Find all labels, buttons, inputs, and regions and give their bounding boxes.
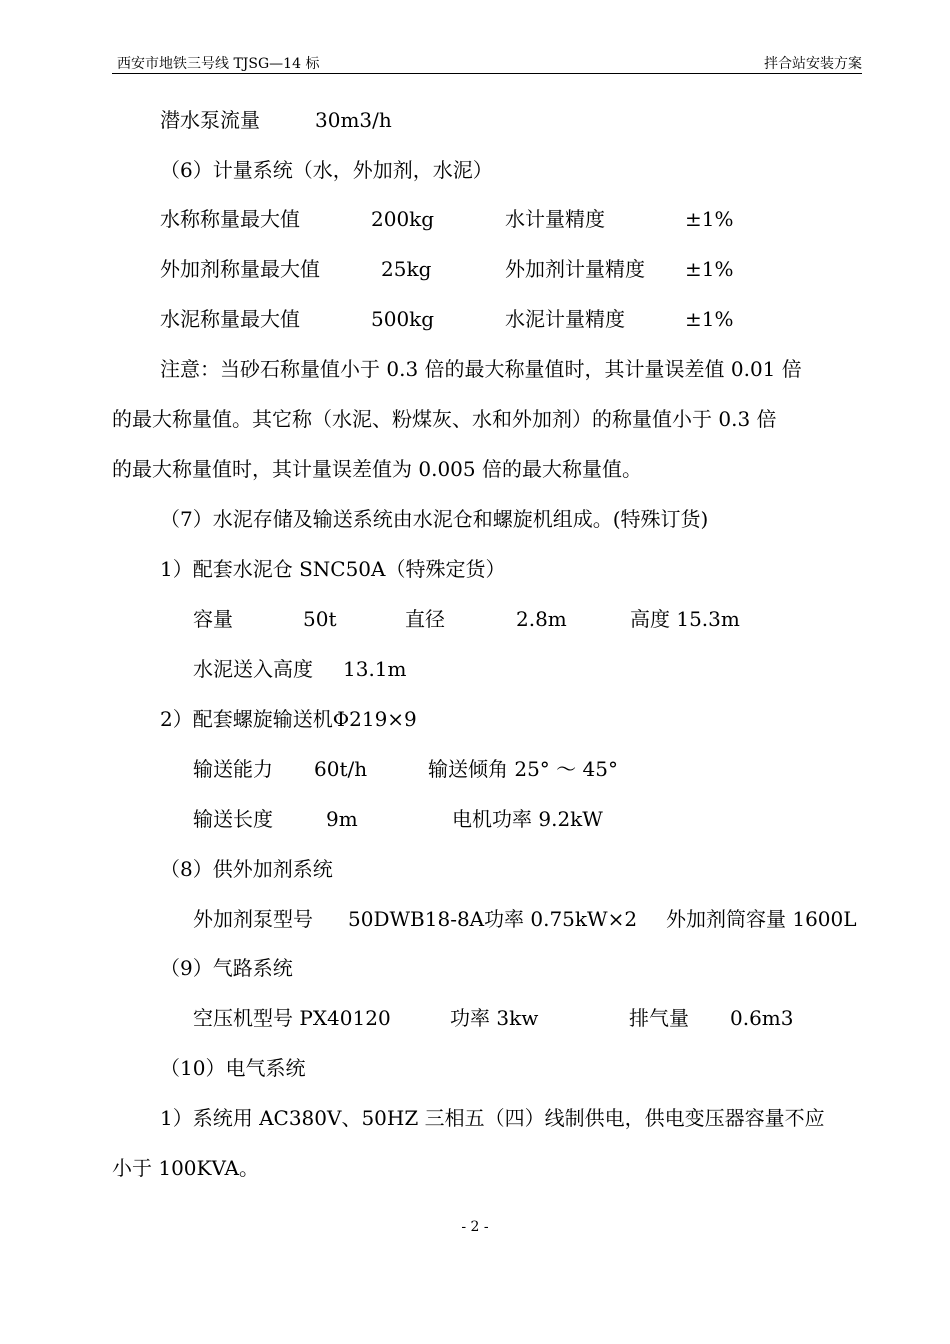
header-rule: [112, 73, 862, 74]
exhaust-volume-value: 0.6m3: [730, 1006, 794, 1030]
exhaust-volume-label: 排气量: [629, 1006, 689, 1030]
section-10-heading: （10）电气系统: [160, 1056, 306, 1080]
conveyor-length-line: [0, 806, 950, 832]
silo-capacity-label: 容量: [193, 607, 233, 631]
compressor-model: 空压机型号 PX40120: [193, 1006, 391, 1030]
silo-spec-line: [0, 606, 950, 632]
silo-height: 高度 15.3m: [630, 607, 740, 631]
cement-precision-value: ±1%: [685, 307, 734, 331]
additive-precision-label: 外加剂计量精度: [505, 257, 645, 281]
air-compressor-line: [0, 1005, 950, 1031]
additive-pump-label: 外加剂泵型号: [193, 907, 313, 931]
feed-height-label: 水泥送入高度: [193, 657, 313, 681]
cement-scale-value: 500kg: [371, 307, 435, 331]
power-supply-line-2: 小于 100KVA。: [112, 1156, 260, 1180]
note-line-2: 的最大称量值。其它称（水泥、粉煤灰、水和外加剂）的称量值小于 0.3 倍: [112, 407, 777, 431]
water-scale-line: [0, 206, 950, 232]
cement-feed-height-line: [0, 656, 950, 682]
conveyor-length-label: 输送长度: [193, 807, 273, 831]
section-6-heading: [0, 157, 950, 183]
note-line-1: 注意：当砂石称量值小于 0.3 倍的最大称量值时，其计量误差值 0.01 倍: [160, 357, 802, 381]
conveyor-capacity-value: 60t/h: [314, 757, 368, 781]
additive-pump-line: [0, 906, 950, 932]
conveyor-capacity-line: [0, 756, 950, 782]
conveyor-angle: 输送倾角 25° ～ 45°: [428, 757, 618, 781]
pump-flow-line: [0, 107, 950, 133]
power-supply-line-1: 1）系统用 AC380V、50HZ 三相五（四）线制供电，供电变压器容量不应: [160, 1106, 825, 1130]
section-6-title: （6）计量系统（水，外加剂，水泥）: [160, 158, 493, 182]
header-document-title: 拌合站安装方案: [764, 56, 862, 72]
additive-tank-capacity: 外加剂筒容量 1600L: [666, 907, 857, 931]
section-8-heading: （8）供外加剂系统: [160, 857, 333, 881]
silo-diameter-label: 直径: [405, 607, 445, 631]
section-9-heading: （9）气路系统: [160, 956, 293, 980]
conveyor-length-value: 9m: [326, 807, 358, 831]
water-scale-value: 200kg: [371, 207, 435, 231]
screw-conveyor-heading: 2）配套螺旋输送机Φ219×9: [160, 707, 417, 731]
water-scale-label: 水称称量最大值: [160, 207, 300, 231]
additive-pump-power: 功率 0.75kW×2: [484, 907, 638, 931]
page-number: - 2 -: [461, 1219, 489, 1235]
additive-scale-label: 外加剂称量最大值: [160, 257, 320, 281]
additive-scale-line: [0, 256, 950, 282]
water-precision-value: ±1%: [685, 207, 734, 231]
cement-precision-label: 水泥计量精度: [505, 307, 625, 331]
motor-power: 电机功率 9.2kW: [452, 807, 603, 831]
pump-flow-label: 潜水泵流量: [160, 108, 260, 132]
cement-scale-label: 水泥称量最大值: [160, 307, 300, 331]
note-line-3: 的最大称量值时，其计量误差值为 0.005 倍的最大称量值。: [112, 457, 642, 481]
additive-pump-model: 50DWB18-8A: [348, 907, 485, 931]
silo-capacity-value: 50t: [303, 607, 337, 631]
compressor-power: 功率 3kw: [450, 1006, 539, 1030]
cement-scale-line: [0, 306, 950, 332]
additive-precision-value: ±1%: [685, 257, 734, 281]
pump-flow-value: 30m3/h: [315, 108, 392, 132]
conveyor-capacity-label: 输送能力: [193, 757, 273, 781]
section-7-heading: （7）水泥存储及输送系统由水泥仓和螺旋机组成。(特殊订货): [160, 507, 709, 531]
water-precision-label: 水计量精度: [505, 207, 605, 231]
additive-scale-value: 25kg: [381, 257, 432, 281]
header-project-title: 西安市地铁三号线 TJSG—14 标: [117, 56, 320, 72]
cement-silo-heading: 1）配套水泥仓 SNC50A（特殊定货）: [160, 557, 506, 581]
silo-diameter-value: 2.8m: [516, 607, 567, 631]
feed-height-value: 13.1m: [343, 657, 407, 681]
